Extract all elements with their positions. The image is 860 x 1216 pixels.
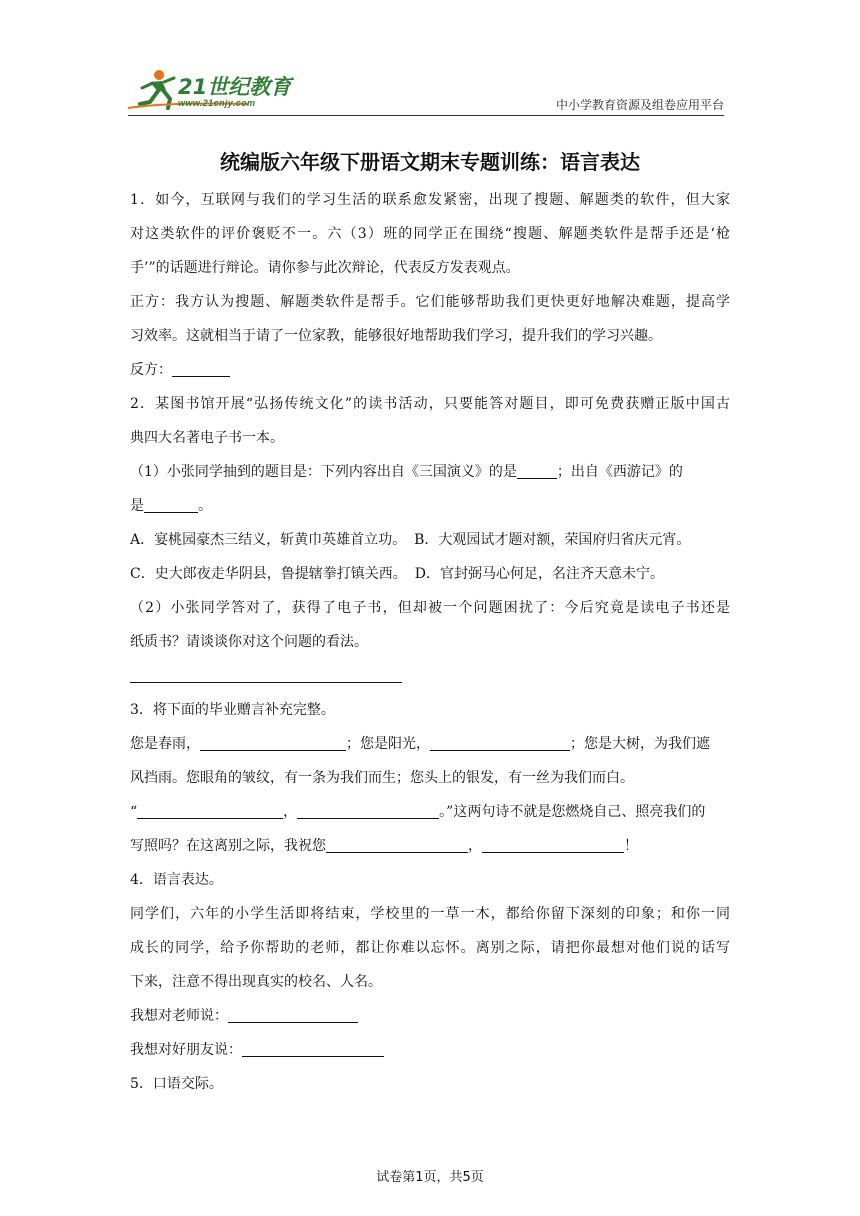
q4-friend-row	[130, 1033, 730, 1067]
q4-friend-blank[interactable]	[242, 1040, 384, 1057]
q3-blank-4[interactable]	[297, 802, 439, 819]
q3-blank-6[interactable]	[482, 836, 624, 853]
q3-blank-1[interactable]	[200, 734, 346, 751]
q2-sub1-row-2	[130, 489, 730, 523]
q4-friend-label: 我想对好朋友说：	[130, 1042, 242, 1058]
page-title: 统编版六年级下册语文期末专题训练：语言表达	[220, 150, 640, 174]
q3-comma: ，	[283, 804, 298, 820]
q3-line-3: 风挡雨。您眼角的皱纹，有一条为我们而生；您头上的银发，有一丝为我们而白。	[130, 770, 634, 786]
page-header	[128, 66, 724, 118]
page-footer: 试卷第1页，共5页	[376, 1170, 484, 1185]
q2-blank-sanguo[interactable]	[517, 462, 557, 479]
q3-text-2: ；您是阳光，	[346, 736, 430, 752]
q2-answer-row	[130, 659, 730, 693]
q1-con-label: 反方：	[130, 362, 172, 378]
q3-line-4	[130, 795, 730, 829]
q2-sub1-row	[130, 455, 730, 489]
q5-line-1: 5．口语交际。	[130, 1076, 223, 1092]
q2-sub2-line-2: 纸质书？请谈谈你对这个问题的看法。	[130, 634, 368, 650]
q3-text-1: 您是春雨，	[130, 736, 200, 752]
q3-line-1: 3．将下面的毕业赠言补充完整。	[130, 702, 335, 718]
platform-name: 中小学教育资源及组卷应用平台	[555, 98, 724, 112]
q4-para-1: 同学们，六年的小学生活即将结束，学校里的一草一木，都给你留下深刻的印象；和你一同	[130, 906, 730, 922]
logo	[128, 66, 328, 114]
q3-blank-2[interactable]	[430, 734, 570, 751]
q2-answer-blank[interactable]	[130, 666, 402, 683]
q4-teacher-row	[130, 999, 730, 1033]
q3-line-2	[130, 727, 730, 761]
q3-quote-close: 。”这两句诗不就是您燃烧自己、照亮我们的	[439, 804, 706, 820]
q2-line-1: 2．某图书馆开展“弘扬传统文化”的读书活动，只要能答对题目，即可免费获赠正版中国古	[130, 396, 730, 412]
q2-line-2: 典四大名著电子书一本。	[130, 430, 284, 446]
logo-url: www.21cnjy.com	[178, 98, 256, 108]
exam-body	[130, 183, 730, 1101]
q3-text-3: ；您是大树，为我们遮	[570, 736, 710, 752]
q1-line-2: 对这类软件的评价褒贬不一。六（3）班的同学正在围绕“搜题、解题类软件是帮手还是‘枪	[130, 226, 730, 242]
q1-con-row	[130, 353, 730, 387]
q2-option-b: B．大观园试才题对额，荣国府归省庆元宵。	[414, 532, 691, 548]
q4-teacher-blank[interactable]	[228, 1006, 358, 1023]
q1-line-1: 1．如今，互联网与我们的学习生活的联系愈发紧密，出现了搜题、解题类的软件，但大家	[130, 192, 730, 208]
q3-line-5	[130, 829, 730, 863]
header-divider	[128, 115, 724, 116]
q2-option-c: C．史大郎夜走华阴县，鲁提辖拳打镇关西。	[130, 566, 407, 582]
q3-wish-comma: ，	[468, 838, 482, 854]
q1-answer-blank[interactable]	[172, 360, 230, 377]
q2-blank-xiyou[interactable]	[144, 496, 198, 513]
q2-options-row-1	[130, 523, 730, 557]
q1-line-3: 手’”的话题进行辩论。请你参与此次辩论，代表反方发表观点。	[130, 260, 520, 276]
q2-option-d: D．官封弼马心何足，名注齐天意未宁。	[414, 566, 664, 582]
q4-line-1: 4．语言表达。	[130, 872, 223, 888]
q2-option-a: A．宴桃园豪杰三结义，斩黄巾英雄首立功。	[130, 532, 407, 548]
q2-options-row-2	[130, 557, 730, 591]
q1-pro-2: 习效率。这就相当于请了一位家教，能够很好地帮助我们学习，提升我们的学习兴趣。	[130, 328, 662, 344]
q4-para-3: 下来，注意不得出现真实的校名、人名。	[130, 974, 382, 990]
q2-sub1-text-b: ；出自《西游记》的	[556, 464, 683, 480]
q1-pro-1: 正方：我方认为搜题、解题类软件是帮手。它们能够帮助我们更快更好地解决难题，提高学	[130, 294, 730, 310]
q3-quote-open: “	[130, 804, 138, 820]
q3-blank-5[interactable]	[326, 836, 468, 853]
q3-blank-3[interactable]	[137, 802, 283, 819]
q2-sub1-text-a: （1）小张同学抽到的题目是：下列内容出自《三国演义》的是	[130, 464, 517, 480]
q3-wish-end: ！	[624, 838, 638, 854]
q2-sub2-line-1: （2）小张同学答对了，获得了电子书，但却被一个问题困扰了：今后究竟是读电子书还是	[130, 600, 730, 616]
q2-sub1-text-d: 。	[198, 498, 212, 514]
logo-text: 21世纪教育	[178, 75, 292, 99]
q4-para-2: 成长的同学，给予你帮助的老师，都让你难以忘怀。离别之际，请把你最想对他们说的话写	[130, 940, 730, 956]
q3-wish-text: 写照吗？在这离别之际，我祝您	[130, 838, 326, 854]
q2-sub1-text-c: 是	[130, 498, 144, 514]
q4-teacher-label: 我想对老师说：	[130, 1008, 228, 1024]
